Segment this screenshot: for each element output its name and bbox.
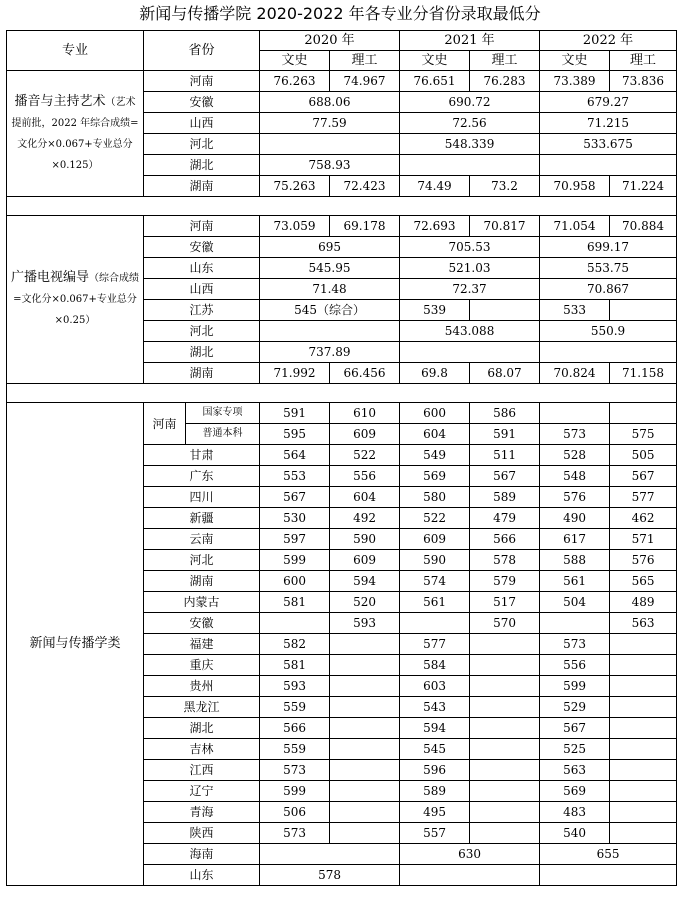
score-cell <box>400 865 540 886</box>
score-cell: 73.2 <box>470 176 540 197</box>
score-cell: 545.95 <box>260 258 400 279</box>
score-cell: 543 <box>400 697 470 718</box>
score-cell: 567 <box>470 466 540 487</box>
score-cell: 545（综合） <box>260 300 400 321</box>
score-cell: 600 <box>400 403 470 424</box>
score-cell: 549 <box>400 445 470 466</box>
score-cell: 520 <box>330 592 400 613</box>
score-cell: 70.867 <box>540 279 677 300</box>
score-cell: 576 <box>540 487 610 508</box>
score-cell: 73.836 <box>610 71 677 92</box>
score-cell: 548 <box>540 466 610 487</box>
province-cell: 湖南 <box>144 571 260 592</box>
score-cell <box>400 155 540 176</box>
score-cell: 66.456 <box>330 363 400 384</box>
table-row <box>7 216 677 237</box>
header-wenshi-2020: 文史 <box>260 51 330 71</box>
score-cell <box>260 844 400 865</box>
score-cell <box>540 865 677 886</box>
score-cell: 573 <box>540 424 610 445</box>
score-cell: 489 <box>610 592 677 613</box>
province-cell: 广东 <box>144 466 260 487</box>
score-cell: 76.651 <box>400 71 470 92</box>
score-cell: 655 <box>540 844 677 865</box>
score-cell <box>470 760 540 781</box>
score-cell: 590 <box>330 529 400 550</box>
score-cell: 539 <box>400 300 470 321</box>
score-cell: 563 <box>540 760 610 781</box>
score-cell: 74.49 <box>400 176 470 197</box>
province-cell: 河北 <box>144 550 260 571</box>
score-cell: 557 <box>400 823 470 844</box>
province-cell: 湖南 <box>144 363 260 384</box>
score-cell: 462 <box>610 508 677 529</box>
score-cell <box>610 676 677 697</box>
score-cell: 590 <box>400 550 470 571</box>
province-cell: 河北 <box>144 134 260 155</box>
score-cell: 679.27 <box>540 92 677 113</box>
major-cell <box>7 71 144 197</box>
score-cell <box>610 300 677 321</box>
province-cell: 青海 <box>144 802 260 823</box>
score-cell <box>540 155 677 176</box>
province-cell: 海南 <box>144 844 260 865</box>
score-cell: 576 <box>610 550 677 571</box>
separator-cell <box>7 197 677 216</box>
score-cell: 609 <box>400 529 470 550</box>
score-cell: 575 <box>610 424 677 445</box>
score-cell: 545 <box>400 739 470 760</box>
score-cell: 553.75 <box>540 258 677 279</box>
province-cell: 湖北 <box>144 342 260 363</box>
major-cell <box>7 403 144 886</box>
major-name: 播音与主持艺术 <box>14 93 106 109</box>
score-cell <box>610 718 677 739</box>
province-cell: 安徽 <box>144 92 260 113</box>
score-cell: 563 <box>610 613 677 634</box>
score-cell: 578 <box>260 865 400 886</box>
score-cell: 617 <box>540 529 610 550</box>
province-cell: 新疆 <box>144 508 260 529</box>
major-name: 新闻与传播学类 <box>29 636 121 651</box>
province-cell: 贵州 <box>144 676 260 697</box>
province-cell: 山东 <box>144 865 260 886</box>
score-cell: 599 <box>540 676 610 697</box>
score-cell: 559 <box>260 739 330 760</box>
score-cell <box>330 781 400 802</box>
province-cell: 福建 <box>144 634 260 655</box>
score-cell: 630 <box>400 844 540 865</box>
score-cell <box>540 613 610 634</box>
score-cell <box>540 342 677 363</box>
score-cell: 589 <box>470 487 540 508</box>
score-cell: 492 <box>330 508 400 529</box>
page-title: 新闻与传播学院 2020-2022 年各专业分省份录取最低分 <box>139 4 541 23</box>
province-cell: 河南 <box>144 216 260 237</box>
province-cell: 湖北 <box>144 718 260 739</box>
score-cell: 596 <box>400 760 470 781</box>
score-cell <box>260 321 400 342</box>
score-cell: 565 <box>610 571 677 592</box>
score-cell <box>330 697 400 718</box>
header-year-2020: 2020 年 <box>260 31 400 51</box>
province-cell: 江西 <box>144 760 260 781</box>
score-cell: 599 <box>260 550 330 571</box>
score-cell: 705.53 <box>400 237 540 258</box>
score-cell: 699.17 <box>540 237 677 258</box>
score-cell: 589 <box>400 781 470 802</box>
score-cell: 517 <box>470 592 540 613</box>
province-cell: 四川 <box>144 487 260 508</box>
score-cell <box>610 634 677 655</box>
province-cell: 吉林 <box>144 739 260 760</box>
score-cell: 71.054 <box>540 216 610 237</box>
score-cell: 70.817 <box>470 216 540 237</box>
score-cell: 550.9 <box>540 321 677 342</box>
score-cell <box>330 760 400 781</box>
score-cell: 74.967 <box>330 71 400 92</box>
province-cell: 安徽 <box>144 613 260 634</box>
score-cell: 609 <box>330 550 400 571</box>
province-cell: 江苏 <box>144 300 260 321</box>
score-cell: 543.088 <box>400 321 540 342</box>
score-cell <box>470 634 540 655</box>
score-cell: 688.06 <box>260 92 400 113</box>
score-cell: 609 <box>330 424 400 445</box>
score-cell: 564 <box>260 445 330 466</box>
score-cell: 73.059 <box>260 216 330 237</box>
score-cell: 584 <box>400 655 470 676</box>
score-cell: 72.423 <box>330 176 400 197</box>
header-wenshi-2022: 文史 <box>540 51 610 71</box>
score-cell: 553 <box>260 466 330 487</box>
henan-plan-type: 国家专项 <box>186 403 260 424</box>
score-cell: 569 <box>400 466 470 487</box>
score-cell: 566 <box>470 529 540 550</box>
score-cell: 490 <box>540 508 610 529</box>
score-cell <box>470 802 540 823</box>
header-province: 省份 <box>144 31 260 71</box>
province-cell: 河南 <box>144 71 260 92</box>
score-cell <box>400 613 470 634</box>
score-cell <box>330 802 400 823</box>
province-cell: 湖南 <box>144 176 260 197</box>
score-cell: 570 <box>470 613 540 634</box>
score-cell: 71.48 <box>260 279 400 300</box>
province-cell: 河北 <box>144 321 260 342</box>
score-cell <box>610 823 677 844</box>
score-cell: 588 <box>540 550 610 571</box>
score-cell: 76.263 <box>260 71 330 92</box>
score-cell: 530 <box>260 508 330 529</box>
score-cell: 567 <box>540 718 610 739</box>
score-cell: 593 <box>330 613 400 634</box>
score-cell: 610 <box>330 403 400 424</box>
province-cell: 云南 <box>144 529 260 550</box>
province-cell: 内蒙古 <box>144 592 260 613</box>
score-cell: 70.824 <box>540 363 610 384</box>
score-cell <box>610 781 677 802</box>
header-wenshi-2021: 文史 <box>400 51 470 71</box>
score-cell <box>610 739 677 760</box>
major-note: （艺术提前批，2022 年综合成绩=文化分×0.067+专业总分×0.125） <box>11 96 139 171</box>
score-cell <box>470 823 540 844</box>
score-cell <box>470 655 540 676</box>
score-cell <box>610 655 677 676</box>
score-cell: 72.56 <box>400 113 540 134</box>
table-row <box>7 71 677 92</box>
score-cell: 528 <box>540 445 610 466</box>
score-cell <box>470 781 540 802</box>
score-cell: 569 <box>540 781 610 802</box>
score-cell: 483 <box>540 802 610 823</box>
province-cell: 湖北 <box>144 155 260 176</box>
score-cell: 690.72 <box>400 92 540 113</box>
score-cell: 479 <box>470 508 540 529</box>
section-separator <box>7 384 677 403</box>
score-cell: 556 <box>540 655 610 676</box>
score-cell: 70.884 <box>610 216 677 237</box>
score-cell: 529 <box>540 697 610 718</box>
score-cell <box>330 655 400 676</box>
province-cell: 甘肃 <box>144 445 260 466</box>
score-cell: 604 <box>330 487 400 508</box>
score-cell <box>470 676 540 697</box>
score-cell: 586 <box>470 403 540 424</box>
score-cell: 71.158 <box>610 363 677 384</box>
score-cell: 69.178 <box>330 216 400 237</box>
score-cell: 505 <box>610 445 677 466</box>
score-cell: 72.37 <box>400 279 540 300</box>
score-cell: 591 <box>260 403 330 424</box>
score-cell: 71.224 <box>610 176 677 197</box>
score-cell: 76.283 <box>470 71 540 92</box>
score-cell: 522 <box>400 508 470 529</box>
province-cell: 安徽 <box>144 237 260 258</box>
score-cell: 604 <box>400 424 470 445</box>
score-cell: 577 <box>610 487 677 508</box>
score-cell: 574 <box>400 571 470 592</box>
table-row <box>7 403 677 424</box>
score-cell <box>470 718 540 739</box>
score-cell: 578 <box>470 550 540 571</box>
score-cell: 695 <box>260 237 400 258</box>
major-note: （综合成绩=文化分×0.067+专业总分×0.25） <box>13 273 140 326</box>
province-cell: 陕西 <box>144 823 260 844</box>
score-cell <box>470 697 540 718</box>
score-cell: 521.03 <box>400 258 540 279</box>
score-cell: 525 <box>540 739 610 760</box>
score-cell: 573 <box>540 634 610 655</box>
score-cell: 597 <box>260 529 330 550</box>
score-cell: 533.675 <box>540 134 677 155</box>
score-cell: 71.215 <box>540 113 677 134</box>
score-cell: 566 <box>260 718 330 739</box>
section-separator <box>7 197 677 216</box>
score-cell: 573 <box>260 823 330 844</box>
admission-score-table <box>6 30 677 886</box>
score-cell: 73.389 <box>540 71 610 92</box>
score-cell: 556 <box>330 466 400 487</box>
header-year-2021: 2021 年 <box>400 31 540 51</box>
score-cell: 506 <box>260 802 330 823</box>
province-cell: 黑龙江 <box>144 697 260 718</box>
separator-cell <box>7 384 677 403</box>
score-cell: 594 <box>330 571 400 592</box>
province-cell: 山西 <box>144 113 260 134</box>
score-cell: 522 <box>330 445 400 466</box>
score-cell <box>260 134 400 155</box>
score-cell: 69.8 <box>400 363 470 384</box>
score-cell: 594 <box>400 718 470 739</box>
score-cell: 70.958 <box>540 176 610 197</box>
score-cell <box>540 403 610 424</box>
province-cell: 山西 <box>144 279 260 300</box>
score-cell: 581 <box>260 655 330 676</box>
score-cell: 504 <box>540 592 610 613</box>
score-cell: 561 <box>400 592 470 613</box>
score-cell <box>330 634 400 655</box>
score-cell <box>400 342 540 363</box>
score-cell <box>330 676 400 697</box>
score-cell <box>470 300 540 321</box>
province-cell-henan: 河南 <box>144 403 186 445</box>
score-cell: 567 <box>610 466 677 487</box>
score-cell: 599 <box>260 781 330 802</box>
score-cell: 581 <box>260 592 330 613</box>
score-cell <box>610 697 677 718</box>
henan-plan-type: 普通本科 <box>186 424 260 445</box>
header-year-2022: 2022 年 <box>540 31 677 51</box>
score-cell <box>610 760 677 781</box>
score-cell: 582 <box>260 634 330 655</box>
score-cell: 68.07 <box>470 363 540 384</box>
score-cell: 533 <box>540 300 610 321</box>
score-cell: 571 <box>610 529 677 550</box>
score-cell: 591 <box>470 424 540 445</box>
score-cell <box>610 403 677 424</box>
score-cell: 593 <box>260 676 330 697</box>
header-ligong-2021: 理工 <box>470 51 540 71</box>
score-cell: 75.263 <box>260 176 330 197</box>
major-cell <box>7 216 144 384</box>
header-major: 专业 <box>7 31 144 71</box>
score-cell: 71.992 <box>260 363 330 384</box>
score-cell <box>260 613 330 634</box>
score-cell: 77.59 <box>260 113 400 134</box>
score-cell: 580 <box>400 487 470 508</box>
score-cell: 595 <box>260 424 330 445</box>
score-cell: 737.89 <box>260 342 400 363</box>
score-cell: 540 <box>540 823 610 844</box>
score-cell: 573 <box>260 760 330 781</box>
score-cell <box>330 823 400 844</box>
score-cell <box>330 739 400 760</box>
score-cell: 603 <box>400 676 470 697</box>
score-cell: 758.93 <box>260 155 400 176</box>
header-ligong-2020: 理工 <box>330 51 400 71</box>
score-cell <box>470 739 540 760</box>
province-cell: 辽宁 <box>144 781 260 802</box>
header-ligong-2022: 理工 <box>610 51 677 71</box>
province-cell: 山东 <box>144 258 260 279</box>
score-cell: 567 <box>260 487 330 508</box>
score-cell: 561 <box>540 571 610 592</box>
score-cell: 548.339 <box>400 134 540 155</box>
score-cell: 495 <box>400 802 470 823</box>
score-cell: 600 <box>260 571 330 592</box>
score-cell: 577 <box>400 634 470 655</box>
score-cell <box>610 802 677 823</box>
score-cell: 579 <box>470 571 540 592</box>
score-cell: 511 <box>470 445 540 466</box>
province-cell: 重庆 <box>144 655 260 676</box>
score-cell: 559 <box>260 697 330 718</box>
score-cell: 72.693 <box>400 216 470 237</box>
score-cell <box>330 718 400 739</box>
major-name: 广播电视编导 <box>11 270 90 285</box>
